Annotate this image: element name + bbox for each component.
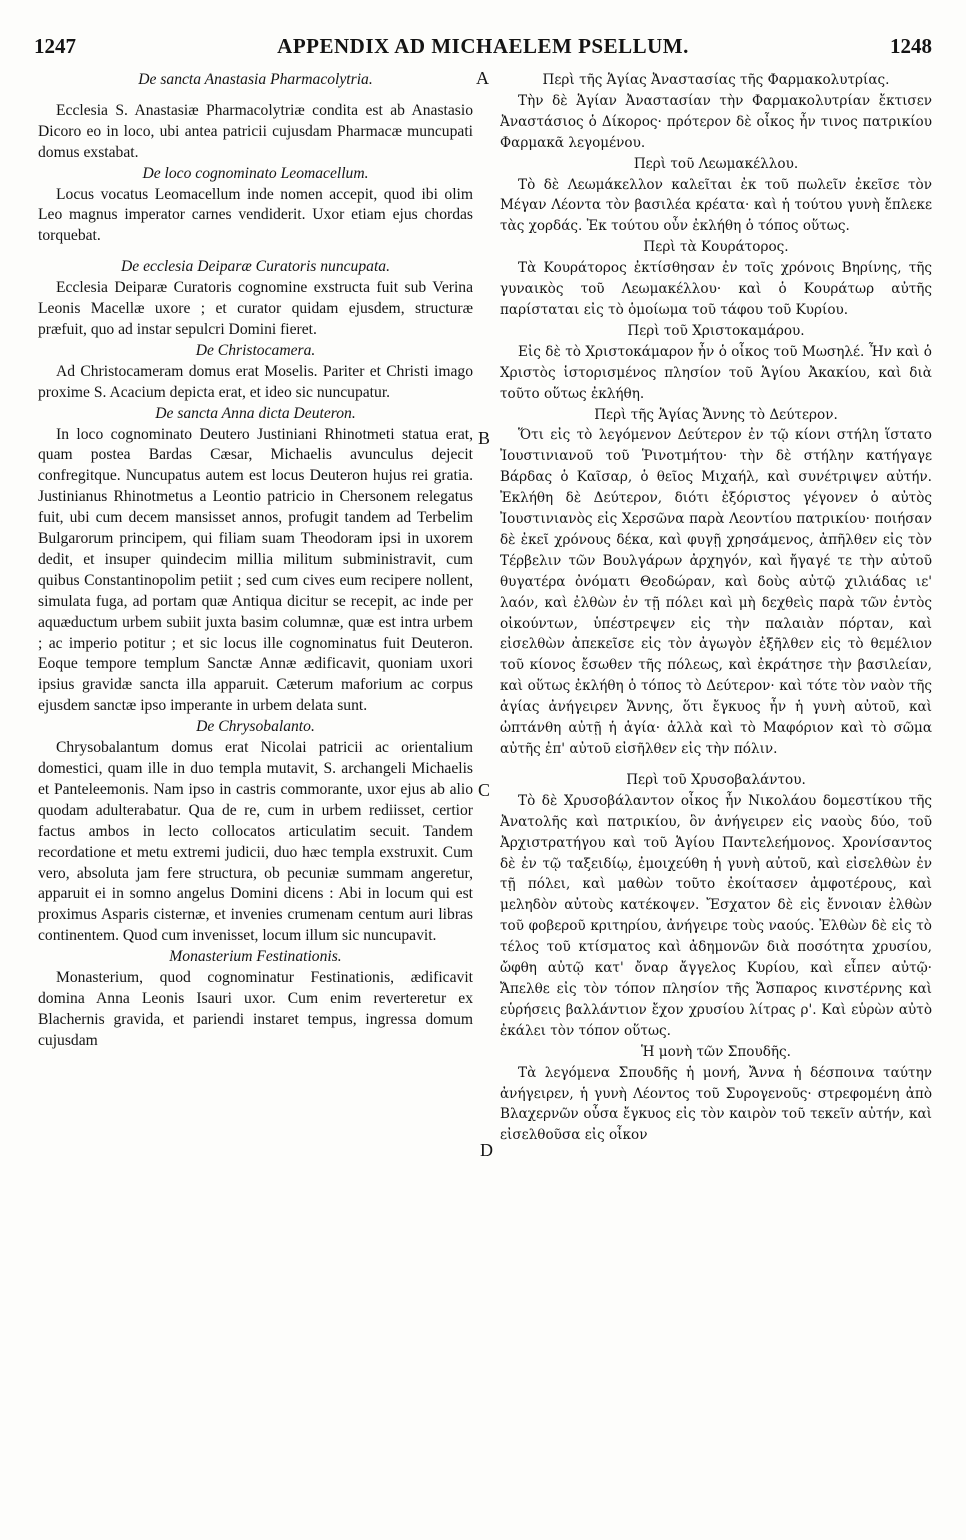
section-title: Monasterium Festinationis. [169, 948, 342, 966]
running-title: APPENDIX AD MICHAELEM PSELLUM. [277, 34, 689, 58]
section-title: Περὶ τῆς Ἁγίας Ἄννης τὸ Δεύτερον. [594, 406, 838, 423]
section-text: Τὸ δὲ Χρυσοβάλαντον οἶκος ἦν Νικολάου δομεστίκου τῆς Ἀνατολῆς καὶ πατρικίου, ὃν ἀνήγειρεν εἰς ναοὺς δύο, τοῦ Ἀρχιστρατήγου καὶ τοῦ Ἁγίου Παντελεήμονος. Χρονίσαντος δὲ ἐν τῷ ταξειδίῳ, ἐμοιχεύθη ἡ γυνὴ αὐτοῦ, καὶ εἰσελθὼν ἐν τῇ πόλει, καὶ μαθὼν τοῦτο ἐκοίτασεν ἀμφοτέρους, καὶ μεληδὸν αὐτοὺς κατέκοψεν. Ἔσχατον δὲ εἰς ἔννοιαν ἐλθὼν τοῦ φοβεροῦ κριτηρίου, ἀνήγειρε τοὺς ναούς. Ἐλθὼν δὲ εἰς τὸ τέλος τοῦ κτίσματος καὶ ἀδημονῶν διὰ ποσότητα χρυσίου, ὤφθη αὐτῷ κατ' ὄναρ ἄγγελος Κυρίου, καὶ εἶπεν αὐτῷ· Ἄπελθε εἰς τὸν τόπον πλησίον τῆς Ἄσπαρος κινστέρνης καὶ εὑρήσεις βαλλάντιον ἔχον χρυσίου λίτρας ρ'. Καὶ εὑρὼν αὐτὸ ἐκάλει τὸν τόπον οὕτως. [500, 792, 932, 1039]
section-text: Τὰ Κουράτορος ἐκτίσθησαν ἐν τοῖς χρόνοις Βηρίνης, τῆς γυναικὸς τοῦ Λεωμακέλλου· καὶ ὁ Κουράτωρ αὐτῆς παρίσταται εἰς τὸ ὁμοίωμα τοῦ τάφου τοῦ Κυρίου. [500, 260, 932, 318]
section-text: Τὴν δὲ Ἁγίαν Ἀναστασίαν τὴν Φαρμακολυτρίαν ἔκτισεν Ἀναστάσιος ὁ Δίκορος· πρότερον δὲ οἶκος ἦν τινος πατρικίου Φαρμακᾶ λεγομένου. [500, 92, 932, 151]
section-title: De sancta Anastasia Pharmacolytria. [138, 71, 373, 88]
section-text: Locus vocatus Leomacellum inde nomen accepit, quod ibi olim Leo magnus imperator carnes vendiderit. Uxor etiam ejus chordas torquebat. [38, 185, 473, 245]
section-text: Ecclesia S. Anastasiæ Pharmacolytriæ condita est ab Anastasio Dicoro eo in loco, ubi antea patricii cujusdam Pharmacæ muncupati domus exstabat. [38, 101, 473, 161]
section-title: De Chrysobalanto. [196, 718, 315, 736]
section-text: Τὸ δὲ Λεωμάκελλον καλεῖται ἐκ τοῦ πωλεῖν ἐκεῖσε τὸν Μέγαν Λέοντα τὸν βασιλέα κρέατα· καὶ ἡ τούτου γυνὴ ἔπλεκε τὰς χορδάς. Ἐκ τούτου οὖν ἐκλήθη ὁ τόπος οὕτως. [500, 176, 932, 235]
section-text: Chrysobalantum domus erat Nicolai patricii ac orientalium domestici, quam ille in duo templa mutavit, S. archangeli Michaelis et Panteleemonis. Nam ipso in castris commorante, uxor ejus ab alio quodam adulterabatur. Qua de re, cum in urbem rediisset, certior factus ambos in lecto collocatos articulatim secuit. Tandem recordatione et metu extremi judicii, duo hæc templa exstruxit. Cum vero, absoluta jam fere structura, ob pecuniæ summam angeretur, apparuit ei in somno angelus Domini dicens : Abi in locum qui est proximus Asparis cisternæ, et invenies crumenam centum auri libras continentem. Quod cum invenisset, locum illum sic nuncupavit. [38, 739, 473, 945]
section-title: Περὶ τοῦ Χρυσοβαλάντου. [626, 771, 806, 788]
section-text: Monasterium, quod cognominatur Festinationis, ædificavit domina Anna Leonis Isauri uxor. Cum enim reverteretur ex Blachernis gravida, et pariendi instaret tempus, ingressa domum cujusdam [38, 969, 473, 1049]
section-title: Περὶ τοῦ Λεωμακέλλου. [633, 155, 799, 172]
margin-letter-a: A [476, 68, 489, 88]
margin-letter-c: C [478, 780, 491, 800]
section-text: Ecclesia Deiparæ Curatoris cognomine exstructa fuit sub Verina Leonis Macellæ uxore ; et curator quidam ejusdem, structuræ præfuit, quo ad instar sepulcri Domini fieret. [38, 279, 473, 338]
section-text: Ad Christocameram domus erat Moselis. Pariter et Christi imago proxime S. Acacium depicta erat, et ideo sic nuncupatur. [38, 362, 473, 401]
section-text: Ὅτι εἰς τὸ λεγόμενον Δεύτερον ἐν τῷ κίονι στήλη ἵστατο Ἰουστινιανοῦ τοῦ Ῥινοτμήτου· τὴν δὲ στήλην κατήγαγε Βάρδας ὁ Καῖσαρ, ὁ θεῖος Μιχαήλ, καὶ συνέτριψεν αὐτήν. Ἐκλήθη δὲ Δεύτερον, διότι ἐξόριστος γέγονεν ὁ αὐτὸς Ἰουστινιανὸς εἰς Χερσῶνα παρὰ Λεοντίου πατρικίου· ποιήσαν δὲ ἐκεῖ χρόνους δέκα, καὶ φυγῇ χρησάμενος, ἀπῆλθεν εἰς τὸν Τέρβελιν τῶν Βουλγάρων ἀρχηγόν, καὶ ἤγαγέ τε τὴν αὐτοῦ θυγατέρα ὀνόματι Θεοδώραν, καὶ δοὺς αὐτῷ χιλιάδας ιε' λαόν, καὶ ἐλθὼν ἐν τῇ πόλει καὶ μὴ δεχθεὶς παρὰ τῶν ἐντὸς οἰκούντων, ὑπέστρεψεν εἰς τὴν παλαιὰν πόρταν, καὶ εἰσελθὼν ἀπεκεῖσε εἰς τὸν ἀγωγὸν ἐξῆλθεν εἰς τὸ θεμέλιον τοῦ κίονος ἔσωθεν τῆς πόλεως, καὶ ἐκράτησε τὴν βασιλείαν, καὶ οὕτως ἐκλήθη ὁ τόπος τὸ Δεύτερον· καὶ τότε τὸν ναὸν τῆς ἁγίας ἀνήγειρεν Ἄννης, ὅτι ἔγκυος ἦν ἡ γυνὴ αὐτοῦ, καὶ ὠπτάνθη αὐτῇ ἡ ἁγία· ἀλλὰ καὶ τὸ Μαφόριον καὶ τὸ σῶμα αὐτῆς ἐπ' αὐτοῦ εἰσῆλθεν εἰς τὴν πόλιν. [500, 427, 932, 757]
section-title: De sancta Anna dicta Deuteron. [155, 404, 356, 422]
page-header [34, 34, 932, 64]
page-number-left: 1247 [34, 34, 76, 58]
section-title: De ecclesia Deiparæ Curatoris nuncupata. [121, 258, 390, 276]
section-title: Ἡ μονὴ τῶν Σπουδῆς. [640, 1043, 791, 1060]
latin-column [38, 70, 473, 1530]
section-text: Τὰ λεγόμενα Σπουδῆς ἡ μονή, Ἄννα ἡ δέσποινα ταύτην ἀνήγειρεν, ἡ γυνὴ Λέοντος τοῦ Συρογενοῦς· στρεφομένη ἀπὸ Βλαχερνῶν οὖσα ἔγκυος εἰς τὸν καιρὸν τοῦ τεκεῖν αὐτήν, καὶ εἰσελθοῦσα εἰς οἶκον [500, 1064, 932, 1144]
page-number-right: 1248 [890, 34, 932, 58]
section-title: Περὶ τὰ Κουράτορος. [643, 239, 789, 256]
section-title: Περὶ τῆς Ἁγίας Ἀναστασίας τῆς Φαρμακολυτρίας. [542, 72, 890, 88]
margin-letter-b: B [478, 428, 491, 448]
section-text: In loco cognominato Deutero Justiniani Rhinotmeti statua erat, quam postea Bardas Cæsar, Michaelis avunculus dejecit confregitque. Nuncupatus autem est locus Deuteron hujus rei gratia. Justinianus Rhinotmetus a Leontio patricio in Chersonem relegatus fuit, ubi cum decem mansisset annos, profugit tandem ad Terbelim Bulgarorum principem, qui filiam suam Theodoram ipsi in uxorem dedit, et insuper quindecim millia militum subministravit, cum quibus Constantinopolim petiit ; sed cum cives eum recipere nollent, simulata fuga, ad portam quæ Antiqua dicitur se recepit, ac inde per aquæductum urbem subiit juxta basim columnæ, quæ est intra urbem ; ac imperio potitur ; et sic locus ille cognominatus fuit Deuteron. Eoque tempore templum Sanctæ Annæ ædificavit, quoniam uxori ipsius gravidæ sancta illa apparuit. Cæterum maforium ac corpus ejusdem sanctæ ipso imperante in urbem delata sunt. [38, 425, 473, 715]
margin-letter-d: D [480, 1140, 493, 1160]
greek-column [500, 70, 932, 1530]
section-title: Περὶ τοῦ Χριστοκαμάρου. [627, 322, 805, 339]
section-title: De Christocamera. [195, 341, 316, 359]
section-text: Εἰς δὲ τὸ Χριστοκάμαρον ἦν ὁ οἶκος τοῦ Μωσηλέ. Ἦν καὶ ὁ Χριστὸς ἱστορισμένος πλησίον τοῦ Ἁγίου Ἀκακίου, καὶ διὰ τοῦτο οὕτως ἐκλήθη. [500, 343, 932, 402]
section-title: De loco cognominato Leomacellum. [142, 164, 369, 182]
